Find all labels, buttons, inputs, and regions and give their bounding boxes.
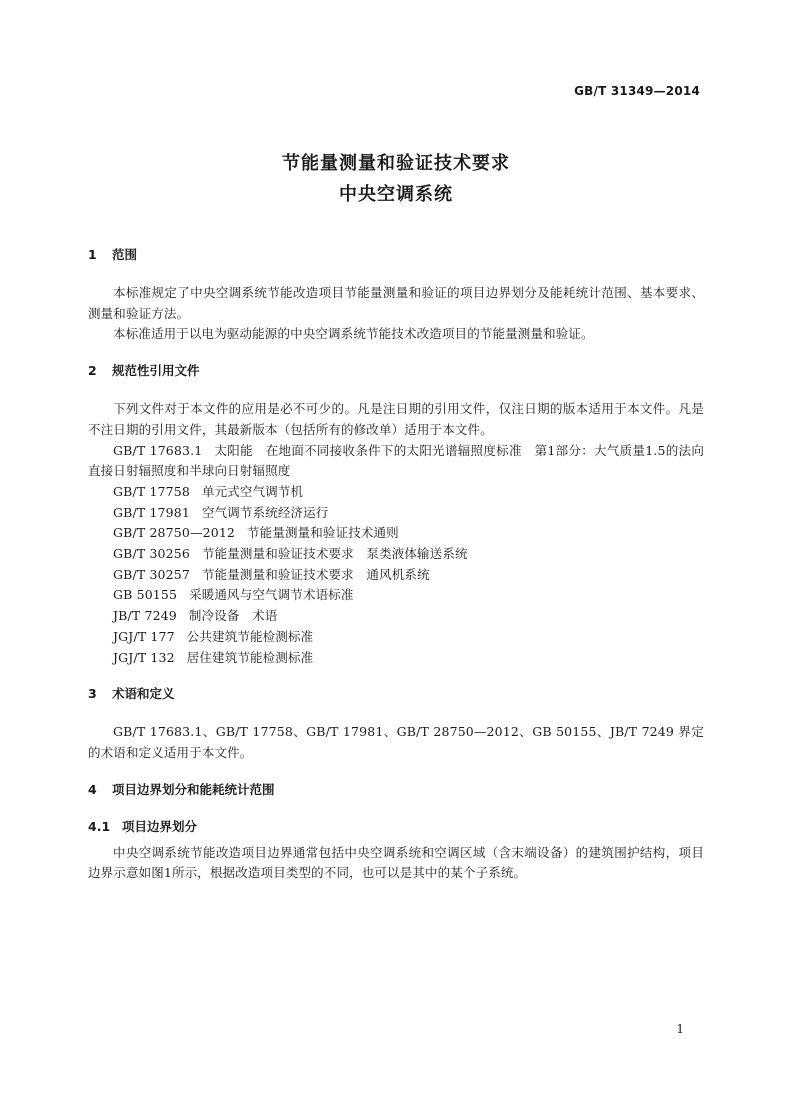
section-number: 2 — [88, 363, 97, 379]
reference-item — [88, 565, 704, 586]
reference-name: 居住建筑节能检测标准 — [186, 649, 314, 665]
title-line-1: 节能量测量和验证技术要求 — [282, 153, 510, 174]
standard-code: GB/T 31349—2014 — [574, 84, 700, 98]
reference-item — [88, 544, 704, 565]
reference-code: JB/T 7249 — [113, 608, 177, 624]
section-heading-4 — [88, 781, 704, 799]
reference-item — [88, 441, 704, 482]
reference-code: GB/T 30256 — [113, 546, 190, 562]
reference-name: 制冷设备 术语 — [188, 608, 278, 624]
reference-name: 节能量测量和验证技术要求 泵类液体输送系统 — [201, 546, 468, 562]
title-line-2: 中央空调系统 — [339, 184, 453, 205]
section-title: 项目边界划分和能耗统计范围 — [112, 781, 275, 797]
reference-name: 采暖通风与空气调节术语标准 — [189, 587, 354, 603]
section-title: 规范性引用文件 — [112, 363, 200, 379]
reference-item — [88, 503, 704, 524]
subsection-title: 项目边界划分 — [122, 818, 198, 834]
reference-name: 节能量测量和验证技术要求 通风机系统 — [201, 566, 430, 582]
reference-name: 空气调节系统经济运行 — [201, 504, 329, 520]
reference-item — [88, 523, 704, 544]
reference-name: 太阳能 在地面不同接收条件下的太阳光谱辐照度标准 第1部分：大气质量1.5的法向直接日射辐照度和半球向日射辐照度 — [88, 442, 704, 479]
document-body — [88, 246, 704, 884]
reference-code: GB/T 28750—2012 — [113, 525, 236, 541]
section-number: 1 — [88, 247, 97, 262]
paragraph: 本标准适用于以电为驱动能源的中央空调系统节能技术改造项目的节能量测量和验证。 — [113, 326, 594, 342]
reference-code: GB/T 17683.1 — [113, 442, 203, 458]
reference-code: GB 50155 — [113, 587, 178, 603]
reference-name: 公共建筑节能检测标准 — [186, 628, 314, 644]
reference-item — [88, 482, 704, 503]
document-title — [0, 148, 792, 210]
section-number: 3 — [88, 686, 97, 702]
section-heading-1 — [88, 246, 704, 264]
subsection-number: 4.1 — [88, 818, 111, 834]
reference-item — [88, 606, 704, 627]
section-title: 范围 — [112, 247, 138, 262]
paragraph: 中央空调系统节能改造项目边界通常包括中央空调系统和空调区域（含末端设备）的建筑围护结构，项目边界示意如图1所示，根据改造项目类型的不同，也可以是其中的某个子系统。 — [88, 844, 704, 881]
reference-item — [88, 585, 704, 606]
reference-code: GB/T 30257 — [113, 566, 190, 582]
page-number: 1 — [676, 1022, 684, 1036]
reference-item — [88, 627, 704, 648]
paragraph: GB/T 17683.1、GB/T 17758、GB/T 17981、GB/T 28750—2012、GB 50155、JB/T 7249 界定的术语和定义适用于本文件。 — [88, 724, 704, 760]
section-heading-2 — [88, 362, 704, 380]
reference-code: GB/T 17758 — [113, 483, 190, 499]
paragraph: 下列文件对于本文件的应用是必不可少的。凡是注日期的引用文件，仅注日期的版本适用于本文件。凡是不注日期的引用文件，其最新版本（包括所有的修改单）适用于本文件。 — [88, 401, 704, 437]
section-title: 术语和定义 — [112, 686, 175, 702]
section-heading-3 — [88, 685, 704, 703]
reference-name: 单元式空气调节机 — [201, 483, 304, 499]
subsection-heading-4-1 — [88, 818, 704, 836]
section-number: 4 — [88, 781, 97, 797]
reference-code: JGJ/T 132 — [113, 649, 175, 665]
reference-code: GB/T 17981 — [113, 504, 190, 520]
paragraph: 本标准规定了中央空调系统节能改造项目节能量测量和验证的项目边界划分及能耗统计范围、基本要求、测量和验证方法。 — [88, 285, 704, 321]
reference-name: 节能量测量和验证技术通则 — [247, 525, 399, 541]
reference-item — [88, 648, 704, 669]
reference-code: JGJ/T 177 — [113, 628, 175, 644]
